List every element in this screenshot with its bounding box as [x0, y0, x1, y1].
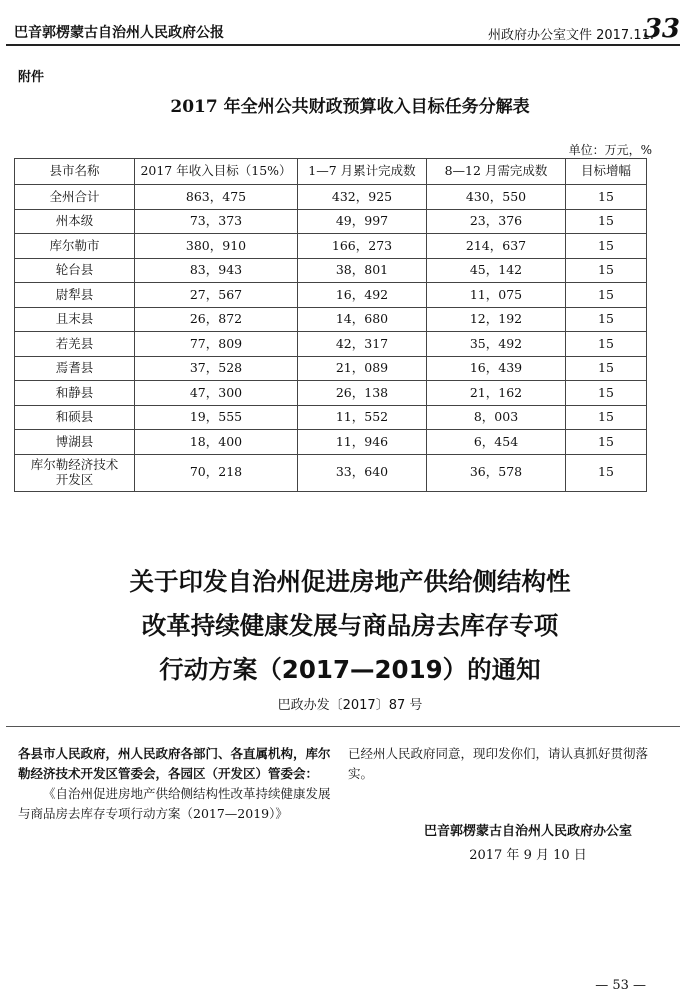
cell-county: 和硕县: [15, 405, 135, 430]
table-row: [15, 234, 647, 259]
cell-county: 尉犁县: [15, 283, 135, 308]
cell-growth: 15: [566, 381, 647, 406]
cell-growth: 15: [566, 454, 647, 491]
column-header: 8—12 月需完成数: [427, 159, 566, 185]
cell-county: 州本级: [15, 209, 135, 234]
cell-growth: 15: [566, 430, 647, 455]
column-header: 2017 年收入目标（15%）: [135, 159, 298, 185]
cell-target: 83，943: [135, 258, 298, 283]
cell-done: 14，680: [298, 307, 427, 332]
attachment-label: 附件: [18, 70, 45, 85]
table-row: [15, 381, 647, 406]
table-row: [15, 356, 647, 381]
body-text-left: 《自治州促进房地产供给侧结构性改革持续健康发展与商品房去库存专项行动方案（2017—2019）》: [18, 786, 331, 821]
cell-target: 26，872: [135, 307, 298, 332]
table-row: [15, 283, 647, 308]
cell-target: 47，300: [135, 381, 298, 406]
cell-growth: 15: [566, 283, 647, 308]
table-unit: 单位：万元，%: [568, 143, 652, 157]
cell-target: 27，567: [135, 283, 298, 308]
cell-done: 166，273: [298, 234, 427, 259]
header-page-number: 33: [643, 14, 680, 44]
cell-county: 全州合计: [15, 185, 135, 210]
cell-remaining: 21，162: [427, 381, 566, 406]
cell-done: 49，997: [298, 209, 427, 234]
cell-remaining: 430，550: [427, 185, 566, 210]
cell-county: 库尔勒市: [15, 234, 135, 259]
right-column: [348, 744, 666, 784]
cell-target: 37，528: [135, 356, 298, 381]
county-name-line: 开发区: [55, 471, 94, 487]
notice-title-line: 关于印发自治州促进房地产供给侧结构性: [129, 567, 571, 596]
cell-target: 70，218: [135, 454, 298, 491]
table-row: [15, 307, 647, 332]
cell-growth: 15: [566, 332, 647, 357]
notice-title: [0, 560, 700, 692]
cell-growth: 15: [566, 356, 647, 381]
cell-target: 863，475: [135, 185, 298, 210]
table-row: [15, 185, 647, 210]
cell-done: 33，640: [298, 454, 427, 491]
document-number: 巴政办发〔2017〕87 号: [277, 698, 423, 713]
body-text-right: 已经州人民政府同意，现印发你们，请认真抓好贯彻落实。: [348, 746, 649, 781]
cell-remaining: 12，192: [427, 307, 566, 332]
cell-growth: 15: [566, 307, 647, 332]
cell-county: 博湖县: [15, 430, 135, 455]
left-column: [18, 744, 336, 824]
page-header: [6, 12, 680, 42]
cell-done: 38，801: [298, 258, 427, 283]
cell-target: 73，373: [135, 209, 298, 234]
table-title: 2017 年全州公共财政预算收入目标任务分解表: [170, 97, 530, 117]
cell-county: 焉耆县: [15, 356, 135, 381]
addressees: 各县市人民政府，州人民政府各部门、各直属机构，库尔勒经济技术开发区管委会，各园区（开发区）管委会：: [18, 746, 331, 781]
table-row: [15, 454, 647, 491]
cell-done: 432，925: [298, 185, 427, 210]
cell-target: 18，400: [135, 430, 298, 455]
table-row: [15, 332, 647, 357]
table-header-row: [15, 159, 647, 185]
table-row: [15, 258, 647, 283]
notice-title-line: 行动方案（2017—2019）的通知: [159, 655, 541, 684]
cell-remaining: 23，376: [427, 209, 566, 234]
cell-remaining: 35，492: [427, 332, 566, 357]
cell-growth: 15: [566, 258, 647, 283]
cell-county: 轮台县: [15, 258, 135, 283]
cell-done: 11，552: [298, 405, 427, 430]
cell-growth: 15: [566, 234, 647, 259]
signature: 巴音郭楞蒙古自治州人民政府办公室: [423, 824, 632, 839]
section-divider: [6, 726, 680, 727]
cell-growth: 15: [566, 185, 647, 210]
column-header: 目标增幅: [566, 159, 647, 185]
cell-remaining: 16，439: [427, 356, 566, 381]
cell-county: 若羌县: [15, 332, 135, 357]
table-row: [15, 405, 647, 430]
cell-done: 16，492: [298, 283, 427, 308]
footer-page-number: — 53 —: [595, 978, 646, 993]
table-row: [15, 209, 647, 234]
notice-title-line: 改革持续健康发展与商品房去库存专项: [141, 611, 559, 640]
cell-remaining: 8，003: [427, 405, 566, 430]
cell-remaining: 6，454: [427, 430, 566, 455]
cell-done: 26，138: [298, 381, 427, 406]
table-row: [15, 430, 647, 455]
cell-target: 77，809: [135, 332, 298, 357]
cell-remaining: 36，578: [427, 454, 566, 491]
county-name-line: 库尔勒经济技术: [30, 457, 119, 473]
signature-date: 2017 年 9 月 10 日: [469, 848, 587, 863]
cell-remaining: 45，142: [427, 258, 566, 283]
cell-done: 11，946: [298, 430, 427, 455]
budget-table: [14, 158, 647, 492]
cell-remaining: 214，637: [427, 234, 566, 259]
cell-remaining: 11，075: [427, 283, 566, 308]
cell-target: 19，555: [135, 405, 298, 430]
cell-growth: 15: [566, 209, 647, 234]
cell-growth: 15: [566, 405, 647, 430]
header-rule: [6, 44, 680, 46]
issue-info: 州政府办公室文件 2017.11.: [487, 28, 654, 43]
column-header: 县市名称: [15, 159, 135, 185]
gazette-name: 巴音郭楞蒙古自治州人民政府公报: [14, 25, 224, 41]
cell-target: 380，910: [135, 234, 298, 259]
cell-done: 21，089: [298, 356, 427, 381]
cell-done: 42，317: [298, 332, 427, 357]
cell-county: 且末县: [15, 307, 135, 332]
column-header: 1—7 月累计完成数: [298, 159, 427, 185]
cell-county: [15, 454, 135, 491]
cell-county: 和静县: [15, 381, 135, 406]
